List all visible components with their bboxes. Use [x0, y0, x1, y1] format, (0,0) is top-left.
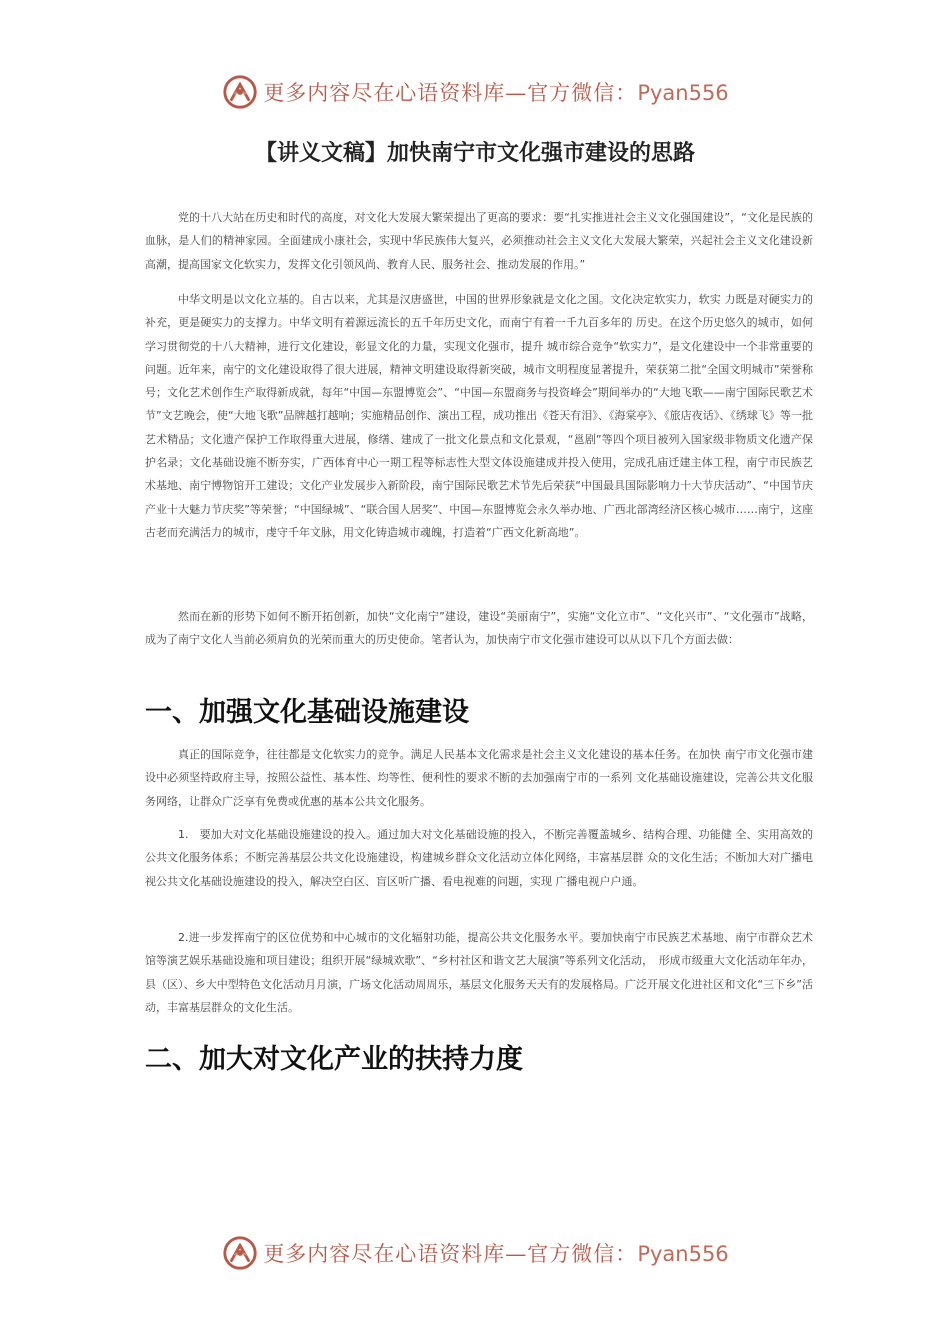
paragraph-intro: 党的十八大站在历史和时代的高度，对文化大发展大繁荣提出了更高的要求：要“扎实推进社会主义文化强国建设”，“文化是民族的血脉，是人们的精神家园。全面建成小康社会，实现中华民族伟大复兴，必须推动社会主义文化大发展大繁荣，兴起社会主义文化建设新高潮，提高国家文化软实力，发挥文化引领风尚、教育人民、服务社会、推动发展的作用。”: [145, 211, 813, 271]
watermark-banner-bottom: [0, 1233, 950, 1273]
watermark-text: 更多内容尽在心语资料库—官方微信：Pyan556: [263, 81, 729, 105]
wechat-id: Pyan556: [637, 1242, 729, 1266]
section1-item-2: 2.进一步发挥南宁的区位优势和中心城市的文化辐射功能，提高公共文化服务水平。要加快南宁市民族艺术基地、南宁市群众艺术馆等演艺娱乐基础设施和项目建设；组织开展“绿城欢歌”、“乡村社区和谐文艺大展演”等系列文化活动， 形成市级重大文化活动年年办，县（区）、乡大中型特色文化活动月月演，广场文化活动周周乐，基层文化服务天天有的发展格局。广泛开展文化进社区和文化“三下乡”活动，丰富基层群众的文化生活。: [145, 931, 813, 1014]
watermark-text: 更多内容尽在心语资料库—官方微信：Pyan556: [263, 1242, 729, 1266]
watermark-banner-top: [0, 72, 950, 112]
section1-item-1: 1. 要加大对文化基础设施建设的投入。通过加大对文化基础设施的投入，不断完善覆盖城乡、结构合理、功能健 全、实用高效的公共文化服务体系；不断完善基层公共文化设施建设，构建城乡群众文化活动立体化网络，丰富基层群 众的文化生活；不断加大对广播电视公共文化基础设施建设的投入，解决空白区、盲区听广播、看电视难的问题，实现 广播电视户户通。: [145, 828, 813, 888]
section-heading-1: 一、加强文化基础设施建设: [145, 697, 469, 728]
brand-logo-icon: [221, 1234, 259, 1272]
brand-logo-icon: [221, 73, 259, 111]
paragraph-approach: 然而在新的形势下如何不断开拓创新，加快“文化南宁”建设，建设“美丽南宁”，实施“文化立市”、“文化兴市”、“文化强市”战略，成为了南宁文化人当前必须肩负的光荣而重大的历史使命。笔者认为，加快南宁市文化强市建设可以从以下几个方面去做：: [145, 610, 813, 647]
section-heading-2: 二、加大对文化产业的扶持力度: [145, 1044, 523, 1075]
paragraph-history: 中华文明是以文化立基的。自古以来，尤其是汉唐盛世，中国的世界形象就是文化之国。文化决定软实力，软实 力既是对硬实力的补充，更是硬实力的支撑力。中华文明有着源远流长的五千年历史文化，而南宁有着一千九百多年的 历史。在这个历史悠久的城市，如何学习贯彻党的十八大精神，进行文化建设，彰显文化的力量，实现文化强市，提升 城市综合竞争“软实力”，是文化建设中一个非常重要的问题。近年来，南宁的文化建设取得了很大进展，精神文明建设取得新突破，城市文明程度显著提升，荣获第二批“全国文明城市”荣誉称号；文化艺术创作生产取得新成就，每年“中国—东盟博览会”、“中国—东盟商务与投资峰会”期间举办的“大地飞歌——南宁国际民歌艺术节”文艺晚会，使“大地飞歌”品牌越打越响；实施精品创作、演出工程，成功推出《苍天有泪》、《海棠亭》、《旅店夜话》、《绣球飞》等一批艺术精品；文化遗产保护工作取得重大进展，修缮、建成了一批文化景点和文化景观，“邕剧”等四个项目被列入国家级非物质文化遗产保护名录；文化基础设施不断夯实，广西体育中心一期工程等标志性大型文体设施建成并投入使用，完成孔庙迁建主体工程，南宁市民族艺术基地、南宁博物馆开工建设；文化产业发展步入新阶段，南宁国际民歌艺术节先后荣获“中国最具国际影响力十大节庆活动”、“中国节庆产业十大魅力节庆奖”等荣誉；“中国绿城”、“联合国人居奖”、中国—东盟博览会永久举办地、广西北部湾经济区核心城市……南宁，这座古老而充满活力的城市，虔守千年文脉，用文化铸造城市魂魄，打造着“广西文化新高地”。: [145, 293, 813, 539]
wechat-id: Pyan556: [637, 81, 729, 105]
section1-paragraph-intro: 真正的国际竞争，往往都是文化软实力的竞争。满足人民基本文化需求是社会主义文化建设的基本任务。在加快 南宁市文化强市建设中必须坚持政府主导，按照公益性、基本性、均等性、便利性的要求不断的去加强南宁市的一系列 文化基础设施建设，完善公共文化服务网络，让群众广泛享有免费或优惠的基本公共文化服务。: [145, 748, 813, 808]
document-title: 【讲义文稿】加快南宁市文化强市建设的思路: [254, 141, 695, 166]
